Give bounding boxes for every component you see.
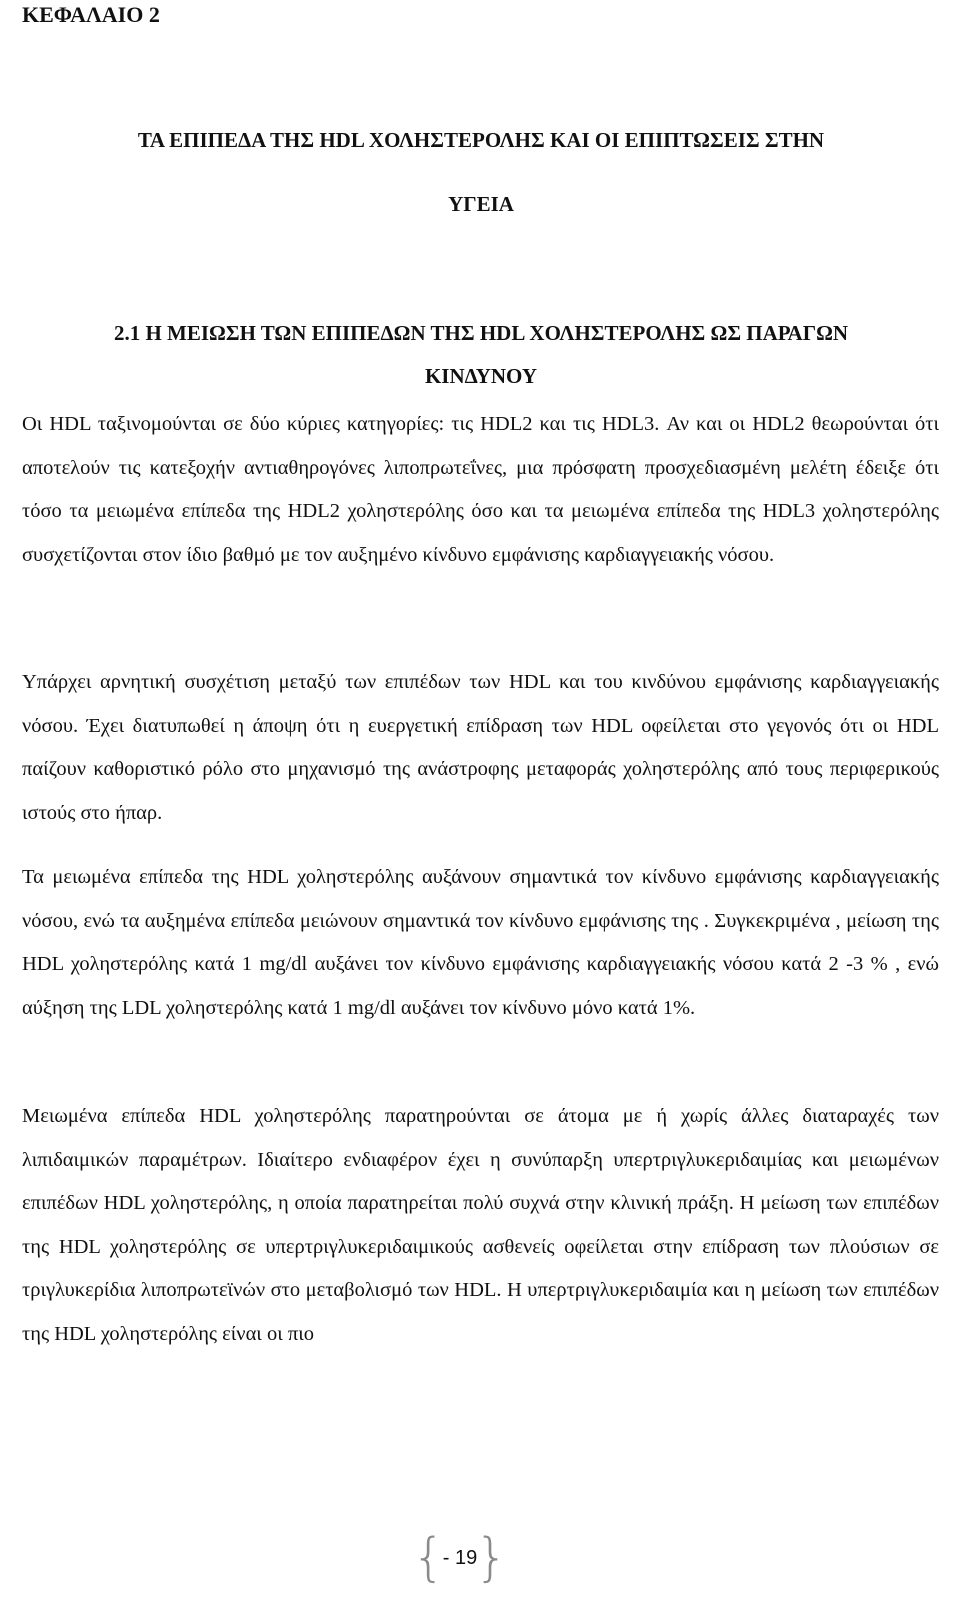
chapter-title-line-1: ΤΑ ΕΠΙΠΕΔΑ ΤΗΣ HDL ΧΟΛΗΣΤΕΡΟΛΗΣ ΚΑΙ ΟΙ ΕΠΙΠΤΩΣΕΙΣ ΣΤΗΝ bbox=[137, 128, 825, 152]
section-heading-line-2: ΚΙΝΔΥΝΟΥ bbox=[424, 364, 538, 388]
chapter-label: ΚΕΦΑΛΑΙΟ 2 bbox=[22, 2, 160, 27]
left-brace-icon: { bbox=[412, 1528, 446, 1588]
paragraph-1: Οι HDL ταξινομούνται σε δύο κύριες κατηγορίες: τις HDL2 και τις HDL3. Αν και οι HDL2 θεωρούνται ότι αποτελούν τις κατεξοχήν αντιαθηρογόνες λιποπρωτεΐνες, μια πρόσφατη προσχεδιασμένη μελέτη έδειξε ότι τόσο τα μειωμένα επίπεδα της HDL2 χοληστερόλης όσο και τα μειωμένα επίπεδα της HDL3 χοληστερόλης συσχετίζονται στον ίδιο βαθμό με τον αυξημένο κίνδυνο εμφάνισης καρδιαγγειακής νόσου. bbox=[22, 413, 939, 566]
page-footer bbox=[412, 1526, 508, 1590]
right-brace-icon: } bbox=[474, 1528, 508, 1588]
paragraph-4: Μειωμένα επίπεδα HDL χοληστερόλης παρατηρούνται σε άτομα με ή χωρίς άλλες διαταραχές των λιπιδαιμικών παραμέτρων. Ιδιαίτερο ενδιαφέρον έχει η συνύπαρξη υπερτριγλυκεριδαιμίας και μειωμένων επιπέδων HDL χοληστερόλης, η οποία παρατηρείται πολύ συχνά στην κλινική πράξη. Η μείωση των επιπέδων της HDL χοληστερόλης σε υπερτριγλυκεριδαιμικούς ασθενείς οφείλεται στην επίδραση των πλούσιων σε τριγλυκερίδια λιποπρωτεϊνών στο μεταβολισμό των HDL. Η υπερτριγλυκεριδαιμία και η μείωση των επιπέδων της HDL χοληστερόλης είναι οι πιο bbox=[22, 1105, 939, 1345]
paragraph-3: Τα μειωμένα επίπεδα της HDL χοληστερόλης αυξάνουν σημαντικά τον κίνδυνο εμφάνισης καρδιαγγειακής νόσου, ενώ τα αυξημένα επίπεδα μειώνουν σημαντικά τον κίνδυνο εμφάνισης της . Συγκεκριμένα , μείωση της HDL χοληστερόλης κατά 1 mg/dl αυξάνει τον κίνδυνο εμφάνισης καρδιαγγειακής νόσου κατά 2 -3 % , ενώ αύξηση της LDL χοληστερόλης κατά 1 mg/dl αυξάνει τον κίνδυνο μόνο κατά 1%. bbox=[22, 866, 939, 1019]
chapter-title-line-2: ΥΓΕΙΑ bbox=[448, 192, 514, 216]
section-heading-line-1: 2.1 Η ΜΕΙΩΣΗ ΤΩΝ ΕΠΙΠΕΔΩΝ ΤΗΣ HDL ΧΟΛΗΣΤΕΡΟΛΗΣ ΩΣ ΠΑΡΑΓΩΝ bbox=[113, 321, 849, 345]
paragraph-2: Υπάρχει αρνητική συσχέτιση μεταξύ των επιπέδων των HDL και του κινδύνου εμφάνισης καρδιαγγειακής νόσου. Έχει διατυπωθεί η άποψη ότι η ευεργετική επίδραση των HDL οφείλεται στο γεγονός ότι οι HDL παίζουν καθοριστικό ρόλο στο μηχανισμό της ανάστροφης μεταφοράς χοληστερόλης από τους περιφερικούς ιστούς στο ήπαρ. bbox=[22, 671, 939, 824]
page-number: - 19 bbox=[442, 1547, 478, 1569]
